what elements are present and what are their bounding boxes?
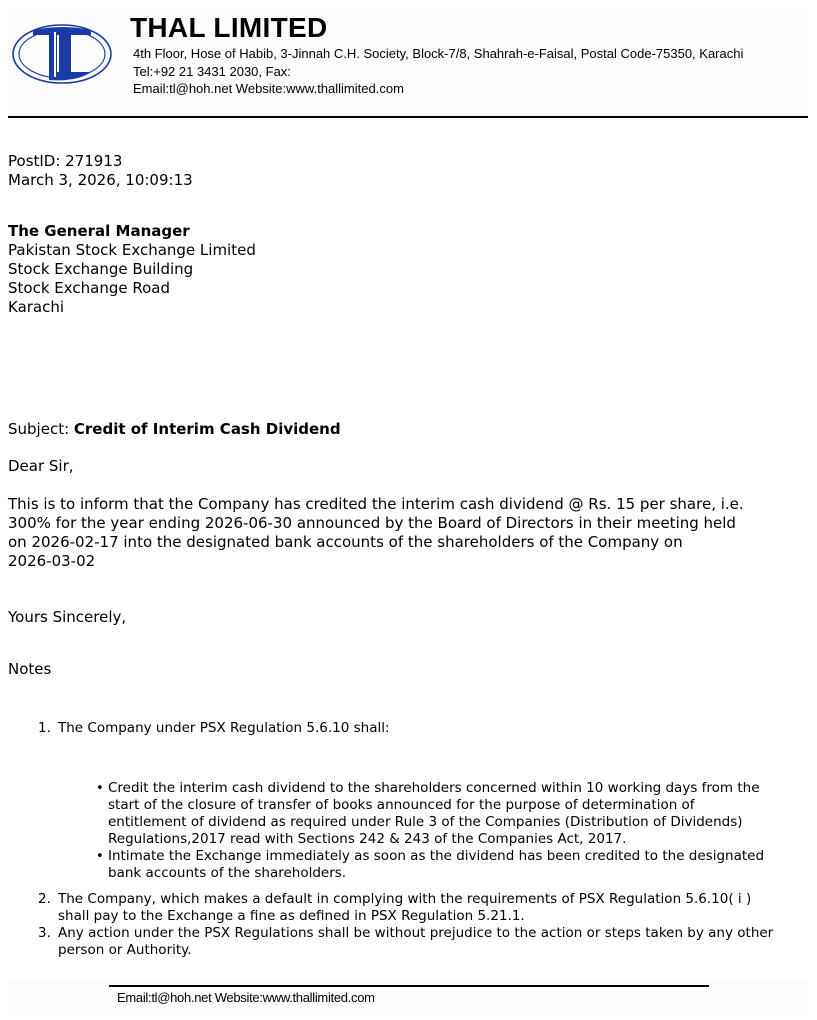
salutation: Dear Sir, (8, 457, 74, 475)
body-line: on 2026-02-17 into the designated bank accounts of the shareholders of the Company on (8, 533, 683, 551)
note-sub-list (96, 780, 788, 882)
post-meta (8, 152, 193, 190)
subject-text: Credit of Interim Cash Dividend (73, 420, 341, 438)
subject-line (8, 420, 341, 439)
recipient-line: Stock Exchange Road (8, 279, 170, 297)
company-email-website: Email:tl@hoh.net Website:www.thallimited.com (133, 81, 404, 96)
sub-item-line: entitlement of dividend as required under Rule 3 of the Companies (Distribution of Dividends) (108, 814, 743, 830)
footer-divider (109, 985, 709, 987)
recipient-address (8, 222, 256, 317)
bullet-icon: • (96, 849, 104, 864)
note-number: 2. (38, 891, 51, 907)
subject-label: Subject: (8, 420, 74, 438)
notes-list (0, 720, 810, 959)
note-item (0, 891, 810, 925)
recipient-line: Stock Exchange Building (8, 260, 194, 278)
body-paragraph (8, 495, 798, 571)
note-number: 1. (38, 720, 51, 736)
body-line: 300% for the year ending 2026-06-30 announced by the Board of Directors in their meeting held (8, 514, 736, 532)
note-number: 3. (38, 925, 51, 941)
post-datetime: March 3, 2026, 10:09:13 (8, 171, 193, 189)
footer-email-website: Email:tl@hoh.net Website:www.thallimited.com (117, 990, 375, 1005)
sub-item-line: start of the closure of transfer of books announced for the purpose of determination of (108, 797, 695, 813)
recipient-title: The General Manager (8, 222, 190, 240)
note-sub-list-container (0, 780, 810, 882)
body-line: 2026-03-02 (8, 552, 96, 570)
body-line: This is to inform that the Company has credited the interim cash dividend @ Rs. 15 per share, i.e. (8, 495, 744, 513)
recipient-line: Pakistan Stock Exchange Limited (8, 241, 256, 259)
note-line: Any action under the PSX Regulations shall be without prejudice to the action or steps taken by any other (58, 925, 774, 941)
post-id: PostID: 271913 (8, 152, 123, 170)
company-address: 4th Floor, Hose of Habib, 3-Jinnah C.H. Society, Block-7/8, Shahrah-e-Faisal, Postal Code-75350, Karachi (133, 46, 744, 61)
note-line: person or Authority. (58, 942, 192, 958)
note-line: shall pay to the Exchange a fine as defined in PSX Regulation 5.21.1. (58, 908, 525, 924)
sub-item-line: Intimate the Exchange immediately as soon as the dividend has been credited to the designated (108, 848, 765, 864)
note-item (0, 925, 810, 959)
note-line: The Company, which makes a default in complying with the requirements of PSX Regulation 5.6.10( i ) (58, 891, 752, 907)
sub-item-line: bank accounts of the shareholders. (108, 865, 347, 881)
sub-item-line: Regulations,2017 read with Sections 242 & 243 of the Companies Act, 2017. (108, 831, 627, 847)
company-logo (11, 22, 113, 86)
note-sub-item (96, 780, 788, 848)
header-divider (8, 116, 808, 118)
notes-heading: Notes (8, 660, 52, 678)
sub-item-line: Credit the interim cash dividend to the shareholders concerned within 10 working days from the (108, 780, 760, 796)
recipient-line: Karachi (8, 298, 65, 316)
letterhead (8, 8, 808, 116)
note-sub-item (96, 848, 788, 882)
company-name: THAL LIMITED (130, 12, 328, 43)
note-item (0, 720, 810, 780)
closing: Yours Sincerely, (8, 608, 127, 626)
company-tel: Tel:+92 21 3431 2030, Fax: (133, 64, 291, 79)
bullet-icon: • (96, 781, 104, 796)
note-text: The Company under PSX Regulation 5.6.10 shall: (58, 720, 390, 736)
